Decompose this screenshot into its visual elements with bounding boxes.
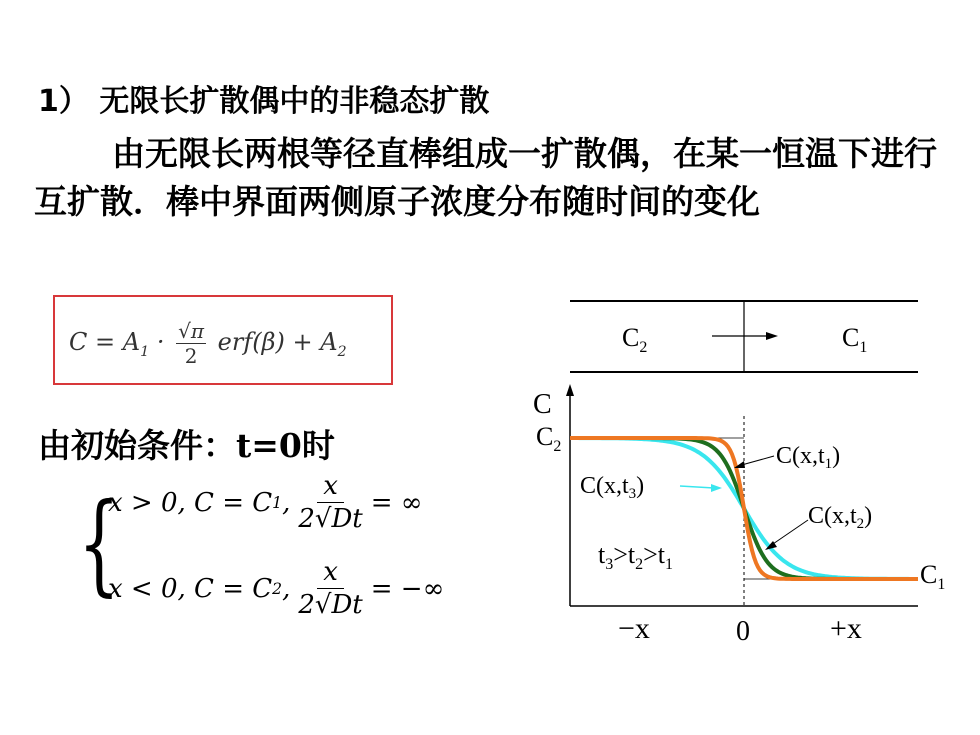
rod-arrow-head: [766, 332, 778, 340]
eq1-lhs: x > 0, C = C: [108, 487, 273, 518]
eq1-denominator: 2√Dt: [298, 504, 363, 534]
formula-numerator: √π: [178, 319, 205, 343]
left-brace: {: [78, 479, 120, 607]
eq1-numerator: x: [317, 470, 344, 503]
formula-sub1: 1: [140, 343, 150, 360]
formula-denominator: 2: [184, 344, 198, 368]
formula-dot: ·: [156, 328, 165, 356]
pointer-t3-line: [680, 486, 714, 488]
eq1-comma: ,: [282, 487, 291, 518]
eq2-denominator: 2√Dt: [298, 590, 363, 620]
y-axis-label: C: [533, 389, 552, 420]
description-text: 由无限长两根等径直棒组成一扩散偶，在某一恒温下进行互扩散．棒中界面两侧原子浓度分布随时间的变化: [34, 134, 937, 221]
curve-label-t3: $C(x,t_3)$: [580, 473, 645, 502]
eq2-sub: 2: [272, 579, 283, 598]
x-axis-origin-label: 0: [736, 616, 750, 647]
eq2-numerator: x: [317, 556, 344, 589]
formula-rest: erf(β) + A: [217, 328, 338, 356]
pointer-t3-head: [711, 484, 722, 492]
rod-right-label: $C_1$: [842, 323, 868, 356]
initial-condition-time: 时: [301, 426, 335, 465]
initial-condition-text: 由初始条件：: [38, 426, 236, 465]
eq1-sub: 1: [272, 493, 283, 512]
eq2-comma: ,: [282, 573, 291, 604]
x-axis-negative-label: −x: [618, 612, 650, 645]
curve-label-t1: $C(x,t_1)$: [776, 443, 841, 472]
section-heading: 1） 无限长扩散偶中的非稳态扩散: [38, 84, 490, 119]
curve-label-t2: $C(x,t_2)$: [808, 503, 873, 532]
pointer-t2-line: [770, 520, 808, 546]
eq2-rhs: = −∞: [370, 573, 445, 604]
rod-left-label: $C_2$: [622, 323, 648, 356]
time-order-label: $t_3>t_2>t_1$: [598, 540, 674, 573]
x-axis-positive-label: +x: [830, 612, 862, 645]
formula-sub2: 2: [337, 343, 347, 360]
c2-level-label: $C_2$: [536, 422, 562, 455]
c1-level-label: $C_1$: [920, 560, 946, 593]
formula-lhs: C = A: [69, 328, 141, 356]
eq1-rhs: = ∞: [370, 487, 423, 518]
initial-condition-t0: t=0: [236, 426, 302, 465]
y-axis-arrow: [566, 384, 574, 396]
eq2-lhs: x < 0, C = C: [108, 573, 273, 604]
